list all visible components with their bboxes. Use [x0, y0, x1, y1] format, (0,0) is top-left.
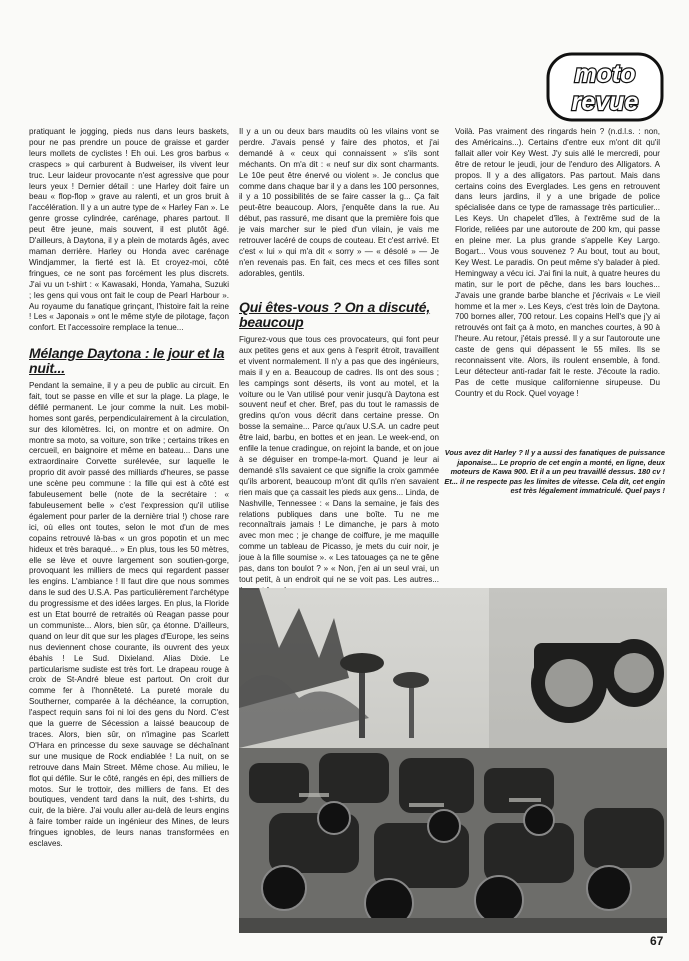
column-3-text — [455, 127, 660, 400]
paragraph: Voilà. Pas vraiment des ringards hein ? (n.d.l.s. : non, des Américains...). Certains d'entre eux m'ont dit qu'il fallait aller voir Key West. J'y suis allé le mercredi, pour être de retour le jeudi, jour de l'enduro des Alligators. A propos. Il y a des alligators. Pas partout. Mais dans certains coins des Everglades. Les gens en retrouvent dans leurs jardins, il y a une brigade de police spécialisée dans ce type de ramassage très particulier... Les Keys. Un chapelet d'îles, à l'extrême sud de la Floride, reliées par une autoroute de 200 km, qui passe en pleine mer. La plus grande s'appelle Key Largo. Bogart... Vous vous souvenez ? Au bout, tout au bout, Key West. Le paradis. On peut même s'y balader à pied. Hemingway a vécu ici. J'ai fini la nuit, à quatre heures du matin, sur le port de pêche, dans les bars louches... J'avais une grande barbe blanche et j'écrivais « Le vieil homme et la mer ». Les Keys, c'est très loin de Daytona. 700 bornes aller, 700 retour. Les copains Hell's que j'y ai retrouvés ont fait ça à moto, en manches courtes, à 90 à l'heure. Au retour, j'étais pressé. Il y a sur l'autoroute une caste de gens qui dépassent le 55 miles. Ils se reconnaissent vite. Alors, ils roulent ensemble, à fond. Leur détecteur anti-radar fait le reste. J'écoute la radio. Pas de cette musique californienne sirupeuse. Du Country et du Rock. Quel voyage ! — [455, 127, 660, 398]
svg-text:revue: revue — [571, 88, 639, 116]
paragraph: Figurez-vous que tous ces provocateurs, qui font peur aux petites gens et aux gens à l'esprit étroit, travaillent et vivent normalement. Il n'y a pas que des ingénieurs, mais il y en a. Beaucoup de cadres. Ils ont des sous ; les campings sont déserts, ils vont au motel, et la voiture ou le Van utilisé pour venir jusqu'à Daytona est souvent neuf et cher. Bref, pas du tout le ramassis de gredins qu'on vous décrit dans certaine presse. On bosse la semaine... Parce qu'aux U.S.A. un cadre peut être laid, barbu, en bottes et en jean. Le week-end, on enfile la tenue cradingue, on rejoint la bande, et on joue à se déguiser en trompe-la-mort. Quand je leur ai demandé s'ils savaient ce que signifie la croix gammée qu'ils arborent, beaucoup m'ont dit qu'ils n'en savaient rien mais que ça cassait les pieds aux gens... Linda, de Nashville, Tennessee : « Dans la semaine, je fais des relations publiques dans une boîte. Tu ne me reconnaîtrais jamais ! Le dimanche, je pars à moto avec mon mec ; je change de coiffure, je me maquille comme un tableau de Picasso, je mets du cuir noir, je joue à la fille soumise ». « Les tatouages ça ne te gêne pas, dans ton boulot ? » « Non, j'en ai un seul vrai, un tout petit, à un endroit qui ne se voit pas. Les autres... — [239, 335, 439, 584]
section-heading-qui-etes-vous: Qui êtes-vous ? On a discuté, beaucoup — [239, 299, 431, 330]
page-number: 67 — [650, 934, 664, 948]
motorcycles-photo — [239, 588, 667, 933]
moto-revue-logo — [540, 52, 670, 122]
section-heading-daytona: Mélange Daytona : le jour et la nuit... — [29, 345, 225, 376]
paragraph: pratiquant le jogging, pieds nus dans leurs baskets, pour ne pas prendre un pouce de graisse et garder leurs mollets de cyclistes ! Eh oui. Les gros barbus « craspecs » qui carburent à Budweiser, ils vivent leur truc. Leur laideur provocante n'est agressive que pour leurs yeux ! Dernier détail : une Harley doit faire un beau « flop-flop » grave au ralenti, et un gros bruit à l'accélération. Il y a un autre type de « Harley Fan ». Le genre grosse cylindrée, carénage, phares partout. Il peut être jeune, mais souvent, il est plutôt âgé. D'ailleurs, à Daytona, il y a plein de motards âgés, avec maman derrière. Harley ou Honda avec carénage Windjammer, la fierté est là. Et croyez-moi, côté fringues, ce ne sont pas forcément les plus discrets. J'ai vu un t-shirt : « Kawasaki, Honda, Yamaha, Suzuki ; les gens qui vous ont fait le coup de Pearl Harbour ». Au royaume du fanatique grinçant, l'histoire fait la reine ! Les « Japonais » ont le même style de pilotage, façon confort. Et l'accessoire remplace la tenue... — [29, 127, 229, 333]
paragraph: Il y a un ou deux bars maudits où les vilains vont se perdre. J'avais pensé y faire des photos, et j'ai demandé à « ceux qui connaissent » s'ils sont méchants. On m'a dit : « neuf sur dix sont charmants. Le 10e peut être énervé ou violent ». Je conclus que comme dans chaque bar il y a dans les 100 personnes, il y a 10 possibilités de se faire casser la g... Ça fait peut-être beaucoup. Alors, j'enquête dans la rue. Au début, pas rassuré, me disant que la première fois que je vais marcher sur le pied d'un vilain, je vais me retrouver lacéré de coups de couteau. Et c'est arrivé. Et c'est « lui » qui m'a dit « sorry » — « désolé » — Je n'en revenais pas. En fait, ces mecs et ces filles sont adorables, gentils. — [239, 127, 439, 278]
column-2-text — [239, 127, 439, 280]
column-2-continued-text — [239, 335, 439, 597]
column-1-text — [29, 127, 229, 334]
paragraph: Pendant la semaine, il y a peu de public au circuit. En fait, tout se passe en ville et sur la plage. La plage, le défilé permanent. Le jour comme la nuit. Les mobil-homes sont garés, perpendiculairement à la circulation, sur des kilomètres. Ici, on montre et on admire. On montre sa moto, sa voiture, son trike ; certains trikes en cercueil, en baignoire et même en bateau... Dans une extraordinaire Corvette surélevée, sur laquelle le proprio dit avoir passé des milliards d'heures, se passe une scène peu commune : la fille qui est à côté est fabuleusement belle (note de la secrétaire : « fabuleusement belle » c'est l'expression qu'il utilise également pour parler de la dernière trial !) chose rare ici, où elles ont toutes, selon le mot d'un de mes copains retrouvé là-bas « un gros popotin et un mec hideux et très baraqué... » En plus, tous les 50 mètres, elle se lève et ouvre largement son soutien-gorge, provoquant les milliers de mecs qui regardent passer les engins. L'ambiance ! Il faut dire que nous sommes dans le sud des U.S.A. Pas particulièrement l'archétype du progressisme et des idées larges. En plus, la Floride est un Etat bourré de retraités où Reagan passe pour un communiste... Alors, bien sûr, ça étonne. D'ailleurs, quand on leur dit que sur les plages d'Europe, les seins nus deviennent chose courante, ils ouvrent des yeux ébahis ! Le Sud. Dixieland. Alias Dixie. Le particularisme sudiste est très fort. Le drapeau rouge à croix de St-André bleue est partout. On croit dur comme fer à l'honnêteté. La pureté morale du Southerner, comparée à la déchéance, la corruption, l'aspect requin sans foi ni loi des gens du Nord. C'est que la guerre de Sécession a laissé beaucoup de traces. Alors, bien sûr, on n'imagine pas Scarlett O'Hara en princesse du sexe sauvage se déchaînant sur une musique de Rock endiablée ! La nuit, on se retrouve dans Main Street. Même chose. Au milieu, le flot qui défile. Sur le côté, rangés en épi, des milliers de motos. Sur le trottoir, des milliers de fans. Et des boutiques, vendent tard dans la nuit, des t-shirts, du cuir, de la bière. J'ai voulu aller au-delà de leurs engins à faire tomber raide un ingénieur des Mines, de leurs fringues ignobles, de leurs nanas transformées en esclaves. — [29, 381, 229, 849]
photo-caption: Vous avez dit Harley ? Il y a aussi des fanatiques de puissance japonaise... Le proprio de cet engin a monté, en ligne, deux moteurs de Kawa 900. Et il a un peu travaillé dessus. 180 cv ! Et... il ne respecte pas les limites de vitesse. Cela dit, cet engin est très légalement immatriculé. Quel pays ! — [444, 448, 665, 496]
svg-text:moto: moto — [574, 60, 636, 88]
column-1-continued-text — [29, 381, 229, 850]
